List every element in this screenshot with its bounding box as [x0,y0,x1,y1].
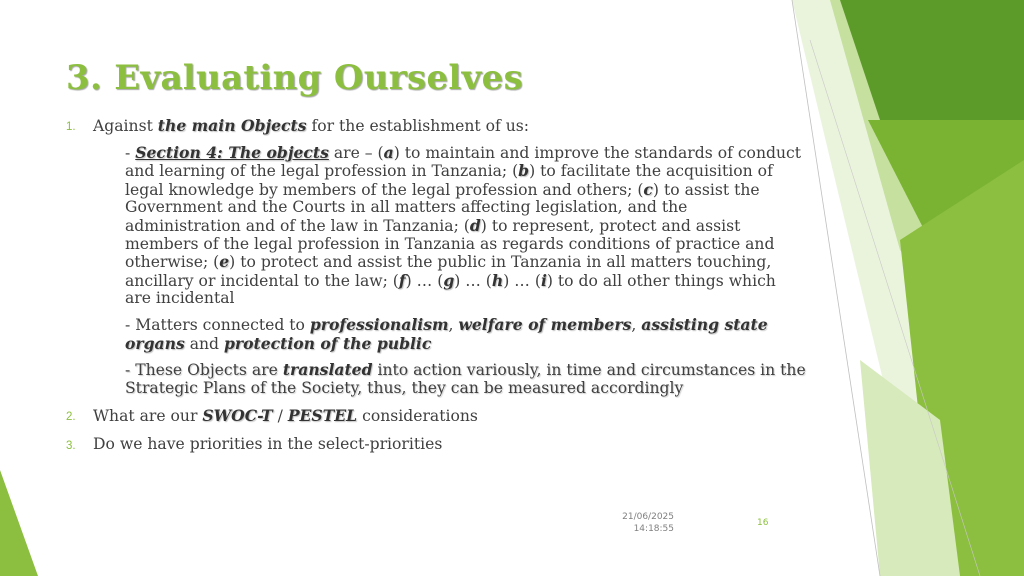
emphasis-text: translated [282,360,373,380]
letter-a: a [383,142,394,162]
list-item-3 [66,436,806,454]
slide-number: 16 [757,518,769,528]
sub-paragraph-matters [93,316,806,353]
list-item-2 [66,407,806,426]
letter-d: d [469,215,481,235]
letter-c: c [643,179,653,199]
sub-paragraph-translated [93,361,806,397]
letter-h: h [491,270,504,290]
section-heading: Section 4: The objects [135,142,329,162]
letter-b: b [518,161,530,181]
text: - Matters connected to [125,315,310,334]
item-text: considerations [357,407,478,426]
dash: - [125,143,136,162]
item-text: / [272,407,288,426]
emphasis-text: protection of the public [224,333,432,353]
item-text: Do we have priorities in the select-priorities [93,434,443,453]
emphasis-text: SWOC-T [202,406,273,426]
slide-body [66,117,806,464]
footer-datetime [616,511,674,535]
item-number: 1. [66,121,76,133]
emphasis-text: professionalism [309,314,449,334]
emphasis-text: PESTEL [287,406,358,426]
list-item-1 [66,117,806,397]
footer-time: 14:18:55 [633,524,674,534]
emphasis-text: the main Objects [157,116,307,135]
emphasis-text: assisting state organs [125,314,768,353]
text: ) to protect and assist the public in Tanzania in all matters touching, ancillary or incidental to the law; ( [125,253,772,290]
text: , [631,315,642,334]
item-number: 2. [66,411,76,424]
item-number: 3. [66,439,76,452]
item-text: Against [93,117,158,135]
text: ) to assist the Government and the Courts in all matters affecting legislation, and the administration and of the law in Tanzania; ( [125,180,760,235]
text: , [448,315,459,334]
text: ) … ( [454,271,492,290]
letter-e: e [219,252,230,272]
text: - These Objects are [125,361,283,380]
text: ) … ( [503,271,541,290]
letter-g: g [443,270,455,290]
left-green-sliver [0,470,38,576]
text: and [184,334,224,353]
letter-i: i [540,270,547,290]
sub-paragraph-objects [93,144,806,308]
emphasis-text: welfare of members [458,314,632,334]
text: ) to maintain and improve the standards of conduct and learning of the legal profession in Tanzania; ( [125,143,802,181]
letter-f: f [398,270,406,290]
text: into action variously, in time and circumstances in the Strategic Plans of the Society, thus, they can be measured accordingly [125,361,806,397]
text: ) to facilitate the acquisition of legal knowledge by members of the legal profession and others; ( [125,162,773,199]
text: ) … ( [405,271,444,290]
item-text: What are our [93,407,203,426]
slide-title: 3. Evaluating Ourselves [66,58,524,98]
text: are – ( [328,143,384,162]
text: ) to represent, protect and assist members of the legal profession in Tanzania as regards conditions of practice and otherwise; ( [125,216,775,272]
text: ) to do all other things which are incidental [125,271,776,308]
item-text: for the establishment of us: [306,117,530,135]
footer-date: 21/06/2025 [622,512,674,522]
